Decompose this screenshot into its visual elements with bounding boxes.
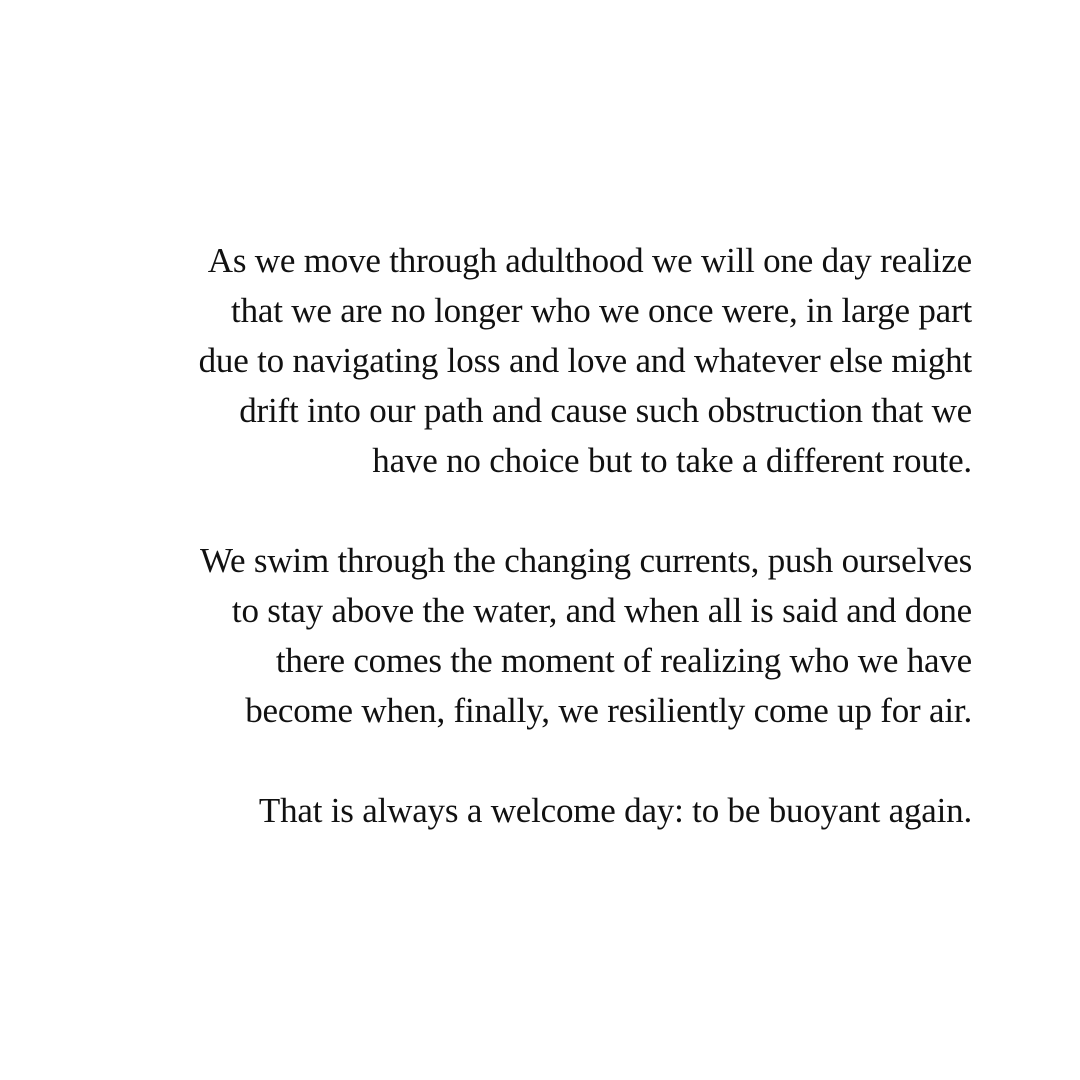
paragraph-line: to stay above the water, and when all is said and done [231, 591, 972, 630]
paragraph-line: drift into our path and cause such obstruction that we [239, 391, 972, 430]
paragraph-line: due to navigating loss and love and whatever else might [198, 341, 972, 380]
paragraph-line: have no choice but to take a different route. [372, 441, 972, 480]
quote-text-block [199, 236, 972, 836]
paragraph-line: become when, finally, we resiliently come up for air. [245, 691, 972, 730]
paragraph-line: We swim through the changing currents, push ourselves [200, 541, 972, 580]
paragraph-line: That is always a welcome day: to be buoyant again. [258, 791, 972, 830]
paragraph-line: there comes the moment of realizing who we have [275, 641, 972, 680]
paragraph-line: As we move through adulthood we will one day realize [207, 241, 972, 280]
paragraph-2 [199, 536, 972, 736]
paragraph-3 [199, 786, 972, 836]
paragraph-line: that we are no longer who we once were, in large part [231, 291, 972, 330]
paragraph-1 [199, 236, 972, 486]
